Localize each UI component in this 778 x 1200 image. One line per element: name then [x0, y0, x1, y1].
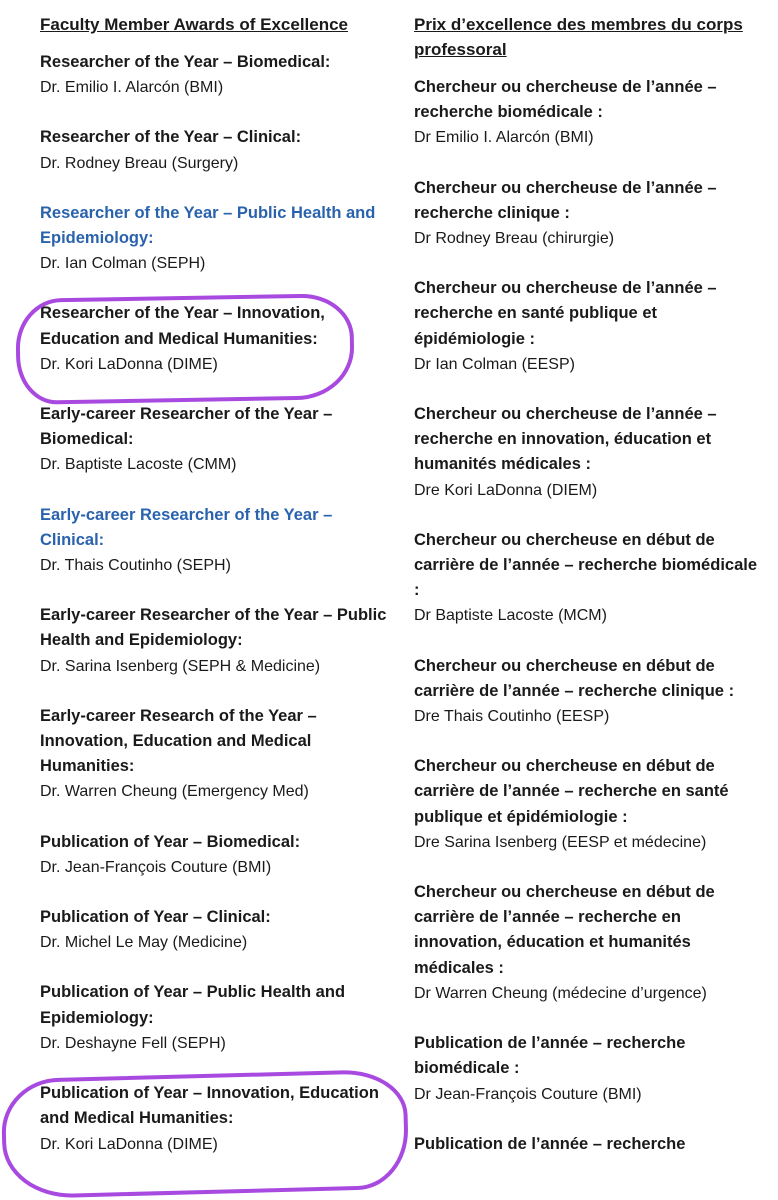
award-title: Chercheur ou chercheuse de l’année – recherche en innovation, éducation et humanités médicales : — [414, 405, 717, 474]
english-award-entry — [40, 402, 398, 478]
award-title: Publication of Year – Clinical: — [40, 908, 271, 927]
award-recipient: Dre Sarina Isenberg (EESP et médecine) — [414, 833, 707, 851]
award-title: Publication of Year – Public Health and Epidemiology: — [40, 983, 346, 1027]
award-title-link[interactable]: Early-career Researcher of the Year – Clinical: — [40, 505, 333, 549]
award-title: Chercheur ou chercheuse en début de carrière de l’année – recherche en innovation, éducation et humanités médicales : — [414, 883, 715, 977]
award-recipient: Dr Baptiste Lacoste (MCM) — [414, 607, 607, 625]
award-title: Early-career Researcher of the Year – Biomedical: — [40, 405, 333, 449]
french-award-entry — [414, 880, 764, 1006]
english-award-entry — [40, 301, 398, 377]
award-recipient: Dr Warren Cheung (médecine d’urgence) — [414, 984, 707, 1002]
english-award-entry — [40, 830, 398, 880]
award-title: Researcher of the Year – Innovation, Education and Medical Humanities: — [40, 304, 325, 348]
english-award-entry — [40, 125, 398, 175]
english-award-entry — [40, 704, 398, 805]
award-recipient: Dre Thais Coutinho (EESP) — [414, 708, 610, 726]
award-recipient: Dr. Kori LaDonna (DIME) — [40, 1135, 218, 1153]
french-award-entry — [414, 528, 764, 629]
award-recipient: Dr. Thais Coutinho (SEPH) — [40, 557, 231, 575]
award-title: Chercheur ou chercheuse en début de carrière de l’année – recherche en santé publique et épidémiologie : — [414, 757, 729, 826]
award-title: Publication de l’année – recherche — [414, 1134, 686, 1153]
award-title: Researcher of the Year – Clinical: — [40, 128, 302, 147]
french-header: Prix d’excellence des membres du corps professoral — [414, 15, 743, 59]
award-title: Early-career Research of the Year – Innovation, Education and Medical Humanities: — [40, 706, 317, 776]
award-recipient: Dr. Kori LaDonna (DIME) — [40, 355, 218, 373]
english-award-entry — [40, 905, 398, 955]
french-award-entry — [414, 276, 764, 377]
award-recipient: Dr Jean-François Couture (BMI) — [414, 1085, 642, 1103]
award-recipient: Dre Kori LaDonna (DIEM) — [414, 481, 598, 499]
english-award-entry — [40, 201, 398, 277]
award-recipient: Dr. Sarina Isenberg (SEPH & Medicine) — [40, 657, 321, 675]
award-title: Publication of Year – Biomedical: — [40, 832, 301, 851]
english-award-entry — [40, 1081, 398, 1157]
award-recipient: Dr. Emilio I. Alarcón (BMI) — [40, 79, 224, 97]
award-recipient: Dr. Deshayne Fell (SEPH) — [40, 1034, 226, 1052]
french-column — [414, 12, 764, 1182]
award-title: Publication of Year – Innovation, Education and Medical Humanities: — [40, 1084, 379, 1128]
award-title: Chercheur ou chercheuse de l’année – recherche biomédicale : — [414, 78, 717, 122]
french-award-entry — [414, 1132, 764, 1157]
english-award-entry — [40, 980, 398, 1056]
french-award-entry — [414, 654, 764, 730]
award-recipient: Dr. Jean-François Couture (BMI) — [40, 858, 272, 876]
french-award-entry — [414, 1031, 764, 1107]
award-title: Early-career Researcher of the Year – Public Health and Epidemiology: — [40, 606, 387, 650]
english-award-entry — [40, 50, 398, 100]
english-column — [40, 12, 398, 1182]
english-award-entry — [40, 603, 398, 679]
french-award-entry — [414, 75, 764, 151]
award-title: Chercheur ou chercheuse en début de carrière de l’année – recherche clinique : — [414, 656, 735, 700]
english-award-list — [40, 50, 398, 1157]
award-recipient: Dr Ian Colman (EESP) — [414, 355, 575, 373]
award-recipient: Dr. Ian Colman (SEPH) — [40, 255, 206, 273]
award-recipient: Dr. Baptiste Lacoste (CMM) — [40, 456, 237, 474]
award-title-link[interactable]: Researcher of the Year – Public Health and Epidemiology: — [40, 203, 376, 248]
award-recipient: Dr. Warren Cheung (Emergency Med) — [40, 783, 309, 801]
award-recipient: Dr Emilio I. Alarcón (BMI) — [414, 129, 594, 147]
award-title: Chercheur ou chercheuse de l’année – recherche clinique : — [414, 178, 717, 222]
award-title: Publication de l’année – recherche biomédicale : — [414, 1034, 686, 1078]
french-award-entry — [414, 176, 764, 252]
french-award-list — [414, 75, 764, 1157]
english-award-entry — [40, 503, 398, 579]
french-award-entry — [414, 402, 764, 503]
award-recipient: Dr Rodney Breau (chirurgie) — [414, 230, 615, 248]
award-recipient: Dr. Rodney Breau (Surgery) — [40, 154, 239, 172]
french-award-entry — [414, 754, 764, 855]
award-recipient: Dr. Michel Le May (Medicine) — [40, 934, 248, 952]
award-title: Researcher of the Year – Biomedical: — [40, 53, 331, 71]
english-header: Faculty Member Awards of Excellence — [40, 15, 349, 34]
award-title: Chercheur ou chercheuse en début de carrière de l’année – recherche biomédicale : — [414, 530, 758, 600]
award-title: Chercheur ou chercheuse de l’année – recherche en santé publique et épidémiologie : — [414, 279, 717, 348]
